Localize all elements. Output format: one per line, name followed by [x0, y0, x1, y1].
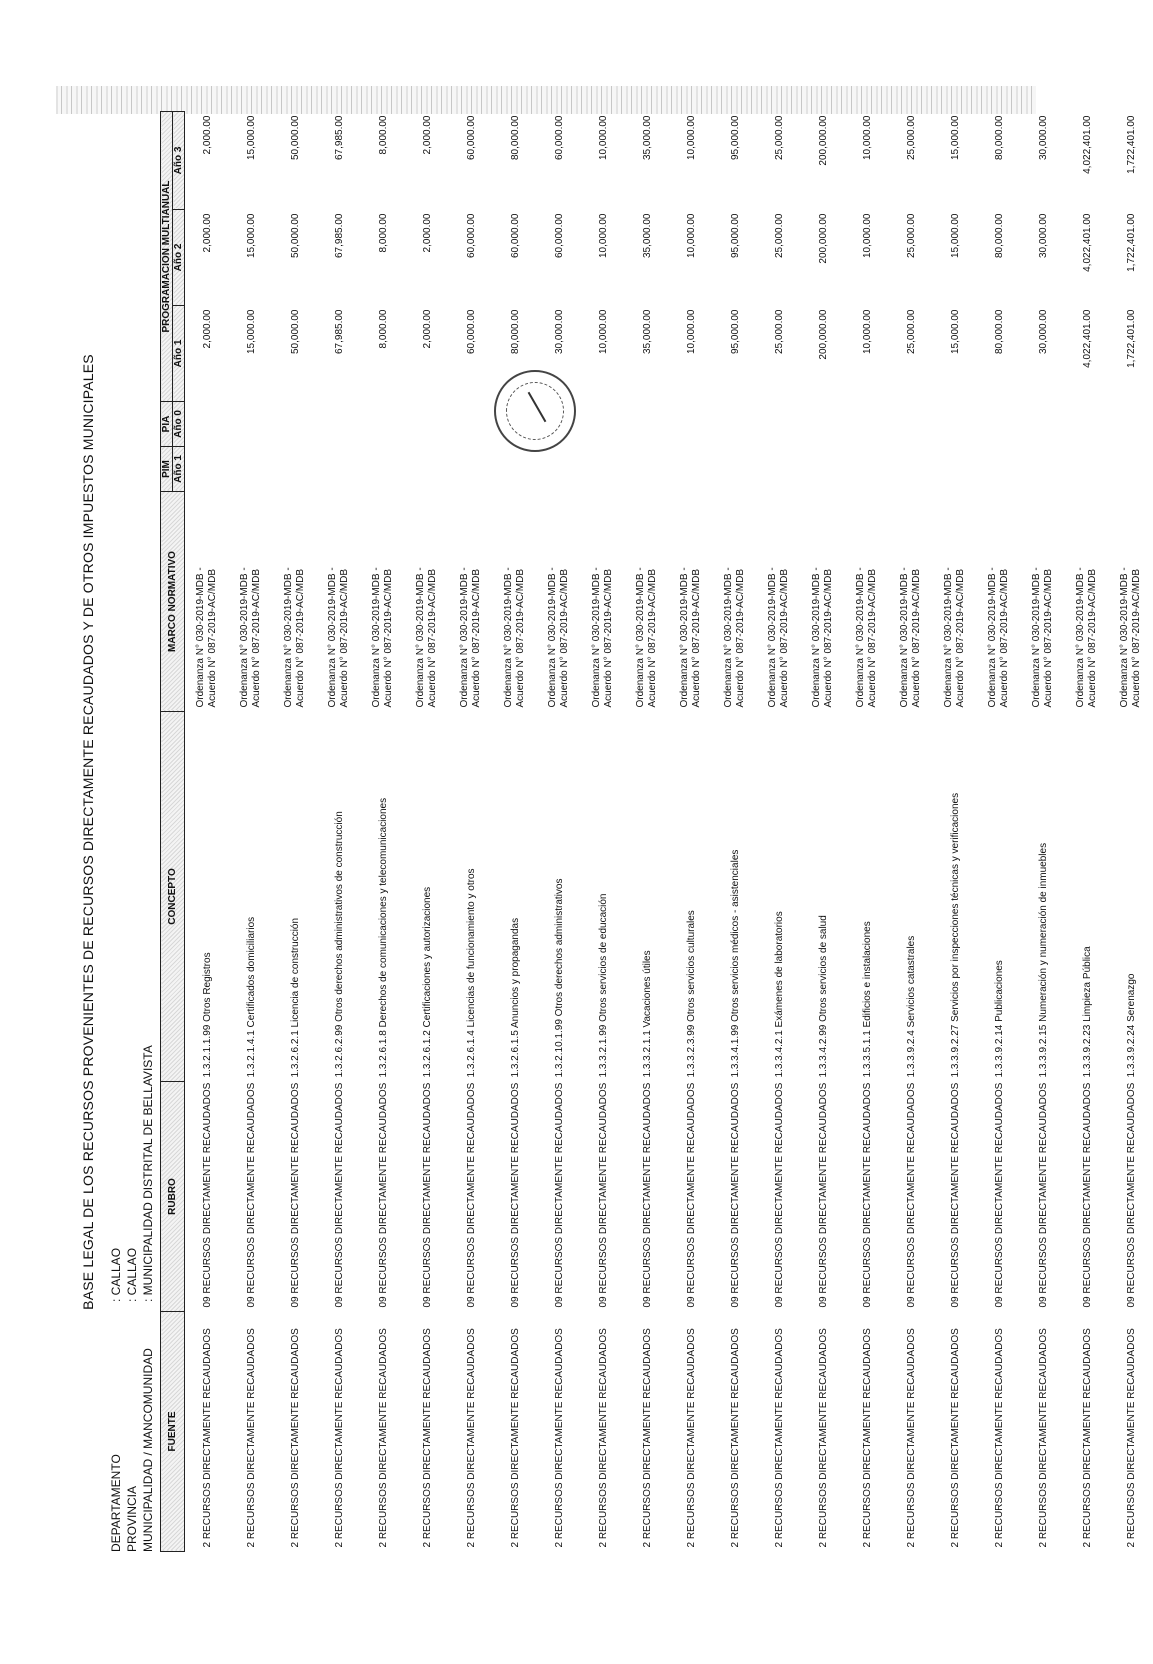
- pia-cell: [1109, 402, 1153, 447]
- rubro-cell: 09 RECURSOS DIRECTAMENTE RECAUDADOS: [773, 1082, 785, 1308]
- marco-line-2: Acuerdo N° 087-2019-AC/MDB: [735, 568, 746, 708]
- pia-cell: [229, 402, 273, 447]
- rubro-cell: 09 RECURSOS DIRECTAMENTE RECAUDADOS: [641, 1082, 653, 1308]
- anio-1-cell: 95,000.00: [729, 309, 741, 354]
- anio-1-cell: 67,985.00: [333, 309, 345, 354]
- anio-2-cell: 50,000.00: [289, 213, 301, 258]
- anio-2-cell: 95,000.00: [729, 213, 741, 258]
- marco-line-2: Acuerdo N° 087-2019-AC/MDB: [295, 568, 306, 708]
- marco-line-1: Ordenanza N° 030-2019-MDB -: [195, 567, 206, 708]
- marco-line-2: Acuerdo N° 087-2019-AC/MDB: [471, 568, 482, 708]
- anio-1-cell: 8,000.00: [377, 309, 389, 349]
- table-row: [1021, 112, 1065, 1552]
- marco-cell: [889, 492, 933, 712]
- anio-3-cell: 4,022,401.00: [1081, 115, 1093, 174]
- anio-3-cell: 80,000.00: [509, 115, 521, 160]
- marco-line-1: Ordenanza N° 030-2019-MDB -: [635, 567, 646, 708]
- concepto-cell: 1.3.2.6.1.5 Anuncios y propagandas: [509, 917, 521, 1078]
- marco-line-1: Ordenanza N° 030-2019-MDB -: [415, 567, 426, 708]
- concepto-cell: 1.3.2.10.1.99 Otros derechos administrativos: [553, 878, 565, 1078]
- rubro-cell: 09 RECURSOS DIRECTAMENTE RECAUDADOS: [817, 1082, 829, 1308]
- anio-3-cell: 10,000.00: [597, 115, 609, 160]
- fuente-cell: 2 RECURSOS DIRECTAMENTE RECAUDADOS: [861, 1328, 873, 1548]
- marco-line-1: Ordenanza N° 030-2019-MDB -: [503, 567, 514, 708]
- rubro-cell: 09 RECURSOS DIRECTAMENTE RECAUDADOS: [377, 1082, 389, 1308]
- anio-1-cell: 35,000.00: [641, 309, 653, 354]
- table-row: [757, 112, 801, 1552]
- anio-3-cell: 8,000.00: [377, 115, 389, 155]
- marco-line-2: Acuerdo N° 087-2019-AC/MDB: [1131, 568, 1142, 708]
- marco-line-2: Acuerdo N° 087-2019-AC/MDB: [383, 568, 394, 708]
- anio-3-cell: 15,000.00: [949, 115, 961, 160]
- anio-1-cell: 10,000.00: [861, 309, 873, 354]
- rubro-cell: 09 RECURSOS DIRECTAMENTE RECAUDADOS: [729, 1082, 741, 1308]
- pia-cell: [581, 402, 625, 447]
- anio-2-cell: 15,000.00: [245, 213, 257, 258]
- pia-cell: [449, 402, 493, 447]
- rubro-cell: 09 RECURSOS DIRECTAMENTE RECAUDADOS: [905, 1082, 917, 1308]
- anio-3-cell: 200,000.00: [817, 115, 829, 166]
- header-concepto: CONCEPTO: [161, 712, 185, 1082]
- table-header-row: [161, 112, 173, 1552]
- fuente-cell: 2 RECURSOS DIRECTAMENTE RECAUDADOS: [421, 1328, 433, 1548]
- provincia-value: : CALLAO: [125, 1247, 139, 1302]
- pim-cell: [845, 447, 889, 492]
- table-row: [361, 112, 405, 1552]
- pia-cell: [317, 402, 361, 447]
- fuente-cell: 2 RECURSOS DIRECTAMENTE RECAUDADOS: [817, 1328, 829, 1548]
- rubro-cell: 09 RECURSOS DIRECTAMENTE RECAUDADOS: [1081, 1082, 1093, 1308]
- table-row: [845, 112, 889, 1552]
- pim-cell: [1021, 447, 1065, 492]
- header-pia: PIA: [161, 402, 173, 447]
- provincia-row: [124, 1045, 140, 1552]
- table-row: [493, 112, 537, 1552]
- pim-cell: [273, 447, 317, 492]
- municipalidad-row: [140, 1045, 156, 1552]
- marco-line-2: Acuerdo N° 087-2019-AC/MDB: [867, 568, 878, 708]
- header-fuente: FUENTE: [161, 1312, 185, 1552]
- concepto-cell: 1.3.2.6.2.1 Licencia de construcción: [289, 917, 301, 1078]
- marco-line-2: Acuerdo N° 087-2019-AC/MDB: [691, 568, 702, 708]
- anio-3-cell: 2,000.00: [201, 115, 213, 155]
- marco-line-1: Ordenanza N° 030-2019-MDB -: [987, 567, 998, 708]
- table-row: [1065, 112, 1109, 1552]
- anio-3-cell: 10,000.00: [685, 115, 697, 160]
- anio-1-cell: 25,000.00: [905, 309, 917, 354]
- anio-1-cell: 15,000.00: [949, 309, 961, 354]
- pim-cell: [361, 447, 405, 492]
- pia-cell: [405, 402, 449, 447]
- marco-line-1: Ordenanza N° 030-2019-MDB -: [283, 567, 294, 708]
- marco-cell: [317, 492, 361, 712]
- pim-cell: [933, 447, 977, 492]
- concepto-cell: 1.3.3.9.2.15 Numeración y numeración de inmuebles: [1037, 842, 1049, 1078]
- table-row: [229, 112, 273, 1552]
- document-header: [108, 1045, 156, 1552]
- anio-2-cell: 8,000.00: [377, 213, 389, 253]
- anio-1-cell: 15,000.00: [245, 309, 257, 354]
- anio-1-cell: 25,000.00: [773, 309, 785, 354]
- fuente-cell: 2 RECURSOS DIRECTAMENTE RECAUDADOS: [509, 1328, 521, 1548]
- marco-line-1: Ordenanza N° 030-2019-MDB -: [1119, 567, 1130, 708]
- anio-2-cell: 200,000.00: [817, 213, 829, 264]
- marco-cell: [449, 492, 493, 712]
- pim-cell: [229, 447, 273, 492]
- rubro-cell: 09 RECURSOS DIRECTAMENTE RECAUDADOS: [333, 1082, 345, 1308]
- anio-3-cell: 10,000.00: [861, 115, 873, 160]
- pim-cell: [713, 447, 757, 492]
- marco-line-1: Ordenanza N° 030-2019-MDB -: [459, 567, 470, 708]
- anio-3-cell: 95,000.00: [729, 115, 741, 160]
- table-row: [801, 112, 845, 1552]
- marco-line-2: Acuerdo N° 087-2019-AC/MDB: [779, 568, 790, 708]
- marco-line-1: Ordenanza N° 030-2019-MDB -: [723, 567, 734, 708]
- anio-2-cell: 4,022,401.00: [1081, 213, 1093, 272]
- concepto-cell: 1.3.3.2.3.99 Otros servicios culturales: [685, 910, 697, 1078]
- table-row: [933, 112, 977, 1552]
- rubro-cell: 09 RECURSOS DIRECTAMENTE RECAUDADOS: [465, 1082, 477, 1308]
- marco-line-2: Acuerdo N° 087-2019-AC/MDB: [999, 568, 1010, 708]
- anio-3-cell: 15,000.00: [245, 115, 257, 160]
- fuente-cell: 2 RECURSOS DIRECTAMENTE RECAUDADOS: [773, 1328, 785, 1548]
- marco-cell: [581, 492, 625, 712]
- fuente-cell: 2 RECURSOS DIRECTAMENTE RECAUDADOS: [685, 1328, 697, 1548]
- concepto-cell: 1.3.3.9.2.14 Publicaciones: [993, 960, 1005, 1078]
- marco-line-2: Acuerdo N° 087-2019-AC/MDB: [603, 568, 614, 708]
- official-seal-stamp: [494, 370, 576, 452]
- rubro-cell: 09 RECURSOS DIRECTAMENTE RECAUDADOS: [597, 1082, 609, 1308]
- pim-cell: [493, 447, 537, 492]
- concepto-cell: 1.3.2.6.1.2 Certificaciones y autorizaciones: [421, 886, 433, 1078]
- marco-cell: [361, 492, 405, 712]
- anio-3-cell: 25,000.00: [773, 115, 785, 160]
- anio-2-cell: 60,000.00: [465, 213, 477, 258]
- pim-cell: [889, 447, 933, 492]
- rubro-cell: 09 RECURSOS DIRECTAMENTE RECAUDADOS: [993, 1082, 1005, 1308]
- header-anio-2: Año 2: [173, 210, 185, 306]
- marco-line-1: Ordenanza N° 030-2019-MDB -: [943, 567, 954, 708]
- anio-3-cell: 30,000.00: [1037, 115, 1049, 160]
- rubro-cell: 09 RECURSOS DIRECTAMENTE RECAUDADOS: [509, 1082, 521, 1308]
- rubro-cell: 09 RECURSOS DIRECTAMENTE RECAUDADOS: [685, 1082, 697, 1308]
- fuente-cell: 2 RECURSOS DIRECTAMENTE RECAUDADOS: [465, 1328, 477, 1548]
- header-pia-year: Año 0: [173, 402, 185, 447]
- marco-line-2: Acuerdo N° 087-2019-AC/MDB: [339, 568, 350, 708]
- rubro-cell: 09 RECURSOS DIRECTAMENTE RECAUDADOS: [1125, 1082, 1137, 1308]
- pia-cell: [933, 402, 977, 447]
- marco-line-1: Ordenanza N° 030-2019-MDB -: [327, 567, 338, 708]
- marco-cell: [845, 492, 889, 712]
- anio-3-cell: 60,000.00: [465, 115, 477, 160]
- fuente-cell: 2 RECURSOS DIRECTAMENTE RECAUDADOS: [993, 1328, 1005, 1548]
- concepto-cell: 1.3.3.2.1.1 Vacaciones útiles: [641, 950, 653, 1078]
- anio-2-cell: 2,000.00: [201, 213, 213, 253]
- fuente-cell: 2 RECURSOS DIRECTAMENTE RECAUDADOS: [905, 1328, 917, 1548]
- marco-line-1: Ordenanza N° 030-2019-MDB -: [679, 567, 690, 708]
- pim-cell: [537, 447, 581, 492]
- anio-1-cell: 4,022,401.00: [1081, 309, 1093, 368]
- rubro-cell: 09 RECURSOS DIRECTAMENTE RECAUDADOS: [289, 1082, 301, 1308]
- marco-cell: [273, 492, 317, 712]
- provincia-label: PROVINCIA: [125, 1485, 139, 1552]
- concepto-cell: 1.3.2.6.1.8 Derechos de comunicaciones y telecomunicaciones: [377, 797, 389, 1078]
- marco-line-1: Ordenanza N° 030-2019-MDB -: [1075, 567, 1086, 708]
- fuente-cell: 2 RECURSOS DIRECTAMENTE RECAUDADOS: [1037, 1328, 1049, 1548]
- table-row: [713, 112, 757, 1552]
- pia-cell: [625, 402, 669, 447]
- anio-1-cell: 10,000.00: [685, 309, 697, 354]
- pia-cell: [845, 402, 889, 447]
- anio-3-cell: 1,722,401.00: [1125, 115, 1137, 174]
- concepto-cell: 1.3.3.4.2.99 Otros servicios de salud: [817, 915, 829, 1078]
- concepto-cell: 1.3.3.9.2.24 Serenazgo: [1125, 973, 1137, 1078]
- concepto-cell: 1.3.2.1.4.1 Certificados domiciliarios: [245, 916, 257, 1078]
- marco-cell: [185, 492, 230, 712]
- rubro-cell: 09 RECURSOS DIRECTAMENTE RECAUDADOS: [949, 1082, 961, 1308]
- anio-2-cell: 1,722,401.00: [1125, 213, 1137, 272]
- marco-cell: [757, 492, 801, 712]
- pim-cell: [1065, 447, 1109, 492]
- pia-cell: [669, 402, 713, 447]
- pim-cell: [757, 447, 801, 492]
- rubro-cell: 09 RECURSOS DIRECTAMENTE RECAUDADOS: [553, 1082, 565, 1308]
- header-pim-year: Año 1: [173, 447, 185, 492]
- marco-cell: [713, 492, 757, 712]
- table-row: [185, 112, 230, 1552]
- rotated-document-sheet: [64, 92, 1142, 1572]
- marco-line-1: Ordenanza N° 030-2019-MDB -: [767, 567, 778, 708]
- concepto-cell: 1.3.3.4.1.99 Otros servicios médicos - asistenciales: [729, 849, 741, 1078]
- header-programacion-multianual: PROGRAMACION MULTIANUAL: [161, 112, 173, 402]
- pim-cell: [449, 447, 493, 492]
- pia-cell: [273, 402, 317, 447]
- anio-2-cell: 35,000.00: [641, 213, 653, 258]
- anio-1-cell: 1,722,401.00: [1125, 309, 1137, 368]
- rubro-cell: 09 RECURSOS DIRECTAMENTE RECAUDADOS: [1037, 1082, 1049, 1308]
- page-title: BASE LEGAL DE LOS RECURSOS PROVENIENTES DE RECURSOS DIRECTAMENTE RECAUDADOS Y DE OTROS IMPUESTOS MUNICIPALES: [80, 354, 96, 1310]
- pia-cell: [977, 402, 1021, 447]
- anio-2-cell: 25,000.00: [773, 213, 785, 258]
- marco-line-1: Ordenanza N° 030-2019-MDB -: [855, 567, 866, 708]
- departamento-value: : CALLAO: [109, 1247, 123, 1302]
- marco-line-1: Ordenanza N° 030-2019-MDB -: [239, 567, 250, 708]
- marco-line-2: Acuerdo N° 087-2019-AC/MDB: [515, 568, 526, 708]
- anio-2-cell: 80,000.00: [993, 213, 1005, 258]
- marco-cell: [977, 492, 1021, 712]
- anio-3-cell: 50,000.00: [289, 115, 301, 160]
- pim-cell: [977, 447, 1021, 492]
- table-row: [405, 112, 449, 1552]
- marco-line-2: Acuerdo N° 087-2019-AC/MDB: [1043, 568, 1054, 708]
- marco-cell: [537, 492, 581, 712]
- marco-line-2: Acuerdo N° 087-2019-AC/MDB: [955, 568, 966, 708]
- anio-1-cell: 80,000.00: [993, 309, 1005, 354]
- pim-cell: [185, 447, 230, 492]
- pia-cell: [1065, 402, 1109, 447]
- pim-cell: [669, 447, 713, 492]
- concepto-cell: 1.3.2.6.1.4 Licencias de funcionamiento y otros: [465, 868, 477, 1078]
- municipalidad-label: MUNICIPALIDAD / MANCOMUNIDAD: [141, 1348, 155, 1552]
- anio-2-cell: 10,000.00: [861, 213, 873, 258]
- anio-3-cell: 25,000.00: [905, 115, 917, 160]
- anio-1-cell: 60,000.00: [465, 309, 477, 354]
- pia-cell: [361, 402, 405, 447]
- anio-3-cell: 80,000.00: [993, 115, 1005, 160]
- anio-2-cell: 60,000.00: [553, 213, 565, 258]
- anio-1-cell: 200,000.00: [817, 309, 829, 360]
- anio-2-cell: 10,000.00: [597, 213, 609, 258]
- table-row: [317, 112, 361, 1552]
- marco-line-1: Ordenanza N° 030-2019-MDB -: [547, 567, 558, 708]
- table-body: [185, 112, 1153, 1552]
- pim-cell: [1109, 447, 1153, 492]
- concepto-cell: 1.3.2.6.2.99 Otros derechos administrativos de construcción: [333, 811, 345, 1078]
- pia-cell: [185, 402, 230, 447]
- fuente-cell: 2 RECURSOS DIRECTAMENTE RECAUDADOS: [553, 1328, 565, 1548]
- table-row: [273, 112, 317, 1552]
- concepto-cell: 1.3.3.2.1.99 Otros servicios de educación: [597, 893, 609, 1078]
- marco-cell: [229, 492, 273, 712]
- rubro-cell: 09 RECURSOS DIRECTAMENTE RECAUDADOS: [245, 1082, 257, 1308]
- rubro-cell: 09 RECURSOS DIRECTAMENTE RECAUDADOS: [201, 1082, 213, 1308]
- pia-cell: [801, 402, 845, 447]
- table-row: [1109, 112, 1153, 1552]
- anio-3-cell: 67,985.00: [333, 115, 345, 160]
- marco-cell: [493, 492, 537, 712]
- anio-2-cell: 30,000.00: [1037, 213, 1049, 258]
- fuente-cell: 2 RECURSOS DIRECTAMENTE RECAUDADOS: [1125, 1328, 1137, 1548]
- marco-line-2: Acuerdo N° 087-2019-AC/MDB: [559, 568, 570, 708]
- anio-2-cell: 60,000.00: [509, 213, 521, 258]
- concepto-cell: 1.3.3.9.2.4 Servicios catastrales: [905, 935, 917, 1078]
- concepto-cell: 1.3.3.5.1.1 Edificios e instalaciones: [861, 921, 873, 1078]
- departamento-row: [108, 1045, 124, 1552]
- header-pim: PIM: [161, 447, 173, 492]
- anio-1-cell: 30,000.00: [1037, 309, 1049, 354]
- marco-cell: [933, 492, 977, 712]
- anio-3-cell: 35,000.00: [641, 115, 653, 160]
- marco-cell: [1021, 492, 1065, 712]
- marco-line-2: Acuerdo N° 087-2019-AC/MDB: [207, 568, 218, 708]
- marco-line-2: Acuerdo N° 087-2019-AC/MDB: [823, 568, 834, 708]
- concepto-cell: 1.3.3.9.2.23 Limpieza Pública: [1081, 946, 1093, 1078]
- fuente-cell: 2 RECURSOS DIRECTAMENTE RECAUDADOS: [289, 1328, 301, 1548]
- pim-cell: [801, 447, 845, 492]
- fuente-cell: 2 RECURSOS DIRECTAMENTE RECAUDADOS: [201, 1328, 213, 1548]
- marco-cell: [669, 492, 713, 712]
- fuente-cell: 2 RECURSOS DIRECTAMENTE RECAUDADOS: [377, 1328, 389, 1548]
- table-row: [449, 112, 493, 1552]
- anio-1-cell: 80,000.00: [509, 309, 521, 354]
- anio-3-cell: 2,000.00: [421, 115, 433, 155]
- rubro-cell: 09 RECURSOS DIRECTAMENTE RECAUDADOS: [421, 1082, 433, 1308]
- table-row: [889, 112, 933, 1552]
- anio-1-cell: 50,000.00: [289, 309, 301, 354]
- fuente-cell: 2 RECURSOS DIRECTAMENTE RECAUDADOS: [1081, 1328, 1093, 1548]
- departamento-label: DEPARTAMENTO: [109, 1454, 123, 1552]
- marco-cell: [1065, 492, 1109, 712]
- rubro-cell: 09 RECURSOS DIRECTAMENTE RECAUDADOS: [861, 1082, 873, 1308]
- anio-2-cell: 67,985.00: [333, 213, 345, 258]
- anio-2-cell: 15,000.00: [949, 213, 961, 258]
- pia-cell: [1021, 402, 1065, 447]
- table-row: [669, 112, 713, 1552]
- header-marco-normativo: MARCO NORMATIVO: [161, 492, 185, 712]
- header-anio-1: Año 1: [173, 306, 185, 402]
- concepto-cell: 1.3.3.4.2.1 Exámenes de laboratorios: [773, 911, 785, 1078]
- marco-line-1: Ordenanza N° 030-2019-MDB -: [371, 567, 382, 708]
- marco-line-2: Acuerdo N° 087-2019-AC/MDB: [647, 568, 658, 708]
- pim-cell: [317, 447, 361, 492]
- marco-line-2: Acuerdo N° 087-2019-AC/MDB: [427, 568, 438, 708]
- marco-cell: [625, 492, 669, 712]
- table-row: [537, 112, 581, 1552]
- marco-cell: [405, 492, 449, 712]
- anio-1-cell: 10,000.00: [597, 309, 609, 354]
- fuente-cell: 2 RECURSOS DIRECTAMENTE RECAUDADOS: [949, 1328, 961, 1548]
- anio-2-cell: 2,000.00: [421, 213, 433, 253]
- pia-cell: [889, 402, 933, 447]
- fuente-cell: 2 RECURSOS DIRECTAMENTE RECAUDADOS: [333, 1328, 345, 1548]
- marco-line-2: Acuerdo N° 087-2019-AC/MDB: [251, 568, 262, 708]
- marco-line-1: Ordenanza N° 030-2019-MDB -: [899, 567, 910, 708]
- marco-cell: [1109, 492, 1153, 712]
- marco-line-1: Ordenanza N° 030-2019-MDB -: [591, 567, 602, 708]
- revenue-table: [160, 111, 1153, 1552]
- anio-1-cell: 30,000.00: [553, 309, 565, 354]
- fuente-cell: 2 RECURSOS DIRECTAMENTE RECAUDADOS: [597, 1328, 609, 1548]
- pim-cell: [405, 447, 449, 492]
- header-rubro: RUBRO: [161, 1082, 185, 1312]
- header-anio-3: Año 3: [173, 112, 185, 210]
- anio-3-cell: 60,000.00: [553, 115, 565, 160]
- pia-cell: [757, 402, 801, 447]
- fuente-cell: 2 RECURSOS DIRECTAMENTE RECAUDADOS: [641, 1328, 653, 1548]
- marco-line-2: Acuerdo N° 087-2019-AC/MDB: [1087, 568, 1098, 708]
- table-row: [625, 112, 669, 1552]
- marco-line-1: Ordenanza N° 030-2019-MDB -: [1031, 567, 1042, 708]
- marco-line-1: Ordenanza N° 030-2019-MDB -: [811, 567, 822, 708]
- table-row: [581, 112, 625, 1552]
- fuente-cell: 2 RECURSOS DIRECTAMENTE RECAUDADOS: [245, 1328, 257, 1548]
- pia-cell: [713, 402, 757, 447]
- pim-cell: [581, 447, 625, 492]
- anio-2-cell: 10,000.00: [685, 213, 697, 258]
- anio-2-cell: 25,000.00: [905, 213, 917, 258]
- fuente-cell: 2 RECURSOS DIRECTAMENTE RECAUDADOS: [729, 1328, 741, 1548]
- anio-1-cell: 2,000.00: [201, 309, 213, 349]
- marco-line-2: Acuerdo N° 087-2019-AC/MDB: [911, 568, 922, 708]
- concepto-cell: 1.3.3.9.2.27 Servicios por inspecciones técnicas y verificaciones: [949, 792, 961, 1078]
- municipalidad-value: : MUNICIPALIDAD DISTRITAL DE BELLAVISTA: [141, 1045, 155, 1302]
- table-row: [977, 112, 1021, 1552]
- concepto-cell: 1.3.2.1.1.99 Otros Registros: [201, 952, 213, 1078]
- marco-cell: [801, 492, 845, 712]
- anio-1-cell: 2,000.00: [421, 309, 433, 349]
- pim-cell: [625, 447, 669, 492]
